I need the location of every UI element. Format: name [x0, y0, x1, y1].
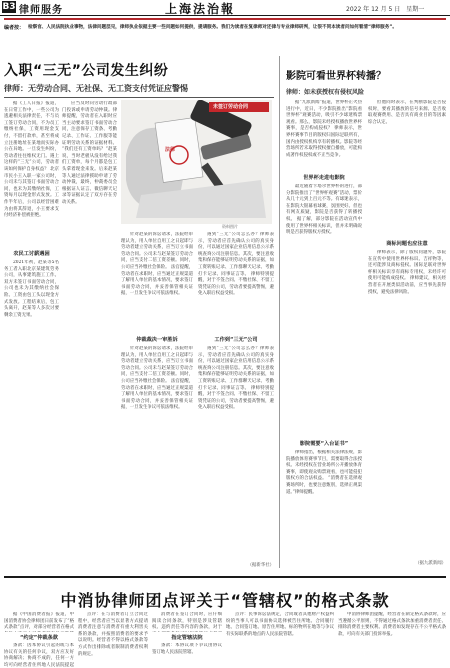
article3-col1: 据《中国消费者报》报道，中国消费者协会律师团日前发布了“格式条款”点评，对部分经营者在格式 — [4, 612, 74, 631]
editor-note-label: 编者按： — [4, 25, 25, 31]
article3-subhead-2: 指定管辖法院 — [171, 635, 203, 641]
article3-col5: 中消协律师团提醒，经营者在制定格式条款时，应当遵循公平原则，不得通过格式条款加重消费者责任、排除消费者主要权利。消费者如发现存在不公平格式条款，可向有关部门投诉举报。 — [338, 612, 446, 637]
newspaper-name: 上海法治報 — [165, 2, 236, 16]
article-illustration — [121, 100, 272, 224]
article1-col3b: 遇到“三无”公司怎么办？律师表示，劳动者应首先确认公司的真实身份，可以通过国家企业信用信息公示系统查询公司注册信息。其次，要注意收集和保存能够证明劳动关系的证据，如工资转账记录、工作群聊天记录、考勤打卡记录、同事证言等。 律师特别提醒，对于不签合同、不缴社保、不留工资凭证的公司，劳动者要提高警惕，避免入职后权益受损。 — [198, 232, 274, 297]
article3-col1b: 条款：因本协议引起的或与本协议有关的任何争议，双方应友好协商解决；协商不成的，任何一方均可向经营者住所地人民法院提起 — [4, 643, 74, 667]
article1-author: （据新华社） — [247, 563, 274, 568]
illustration-label-left: 法律 — [165, 147, 176, 153]
article2-col5: 律师表示，除了版权问题外，影院在宣传中使用世界杯标识、吉祥物等，还可能涉及商标侵权。国际足联对世界杯相关标识享有商标专用权，未经许可使用可能构成侵权。 律师建议，相关经营者在开展类似活动前，应当事先获得授权，避免法律风险。 — [368, 250, 446, 295]
section-title: 律师服务 — [19, 5, 63, 16]
article3-col4: 点评：民事诉讼法规定，合同或者其他财产权益纠纷的当事人可以书面协议选择被告住所地、合同履行地、合同签订地、原告住所地、标的物所在地等与争议有实际联系的地点的人民法院管辖。 — [226, 612, 334, 637]
article2-subhead-3: 商标问题也应注意 — [386, 241, 428, 247]
gavel-illustration — [121, 100, 272, 224]
section-separator — [4, 576, 446, 578]
article2-col3: 律师指出，根据相关法律法规，影院播放体育赛事节目，需要取得合法授权。未经授权在营业场所公开播放体育赛事，即使观众购票观看，也可能侵犯版权方的合法权益。 “消费者在选择观赛场所时，也要注意甄别，选择正规渠道。”律师提醒。 — [286, 450, 362, 495]
illustration-label-right: 未签订劳动合同 — [213, 104, 249, 110]
article1-title: 入职“三无”公司发生纠纷 — [4, 63, 169, 79]
article2-col1: 据“九派新闻”报道，世界杯正火热进行中，近日，不少影院推出“影院看世界杯”观赛活动，吸引不少球迷购票观看。那么，影院未经授权播放世界杯赛事，是否构成侵权？ 律师表示，世界杯赛事节目的版权归国际足联所有，国内由授权机构享有转播权。影院等经营场所若未取得授权擅自播放，可能构成著作权侵权或不正当竞争。 — [286, 100, 362, 158]
photo-caption: 资料图片 — [222, 224, 238, 229]
column-separator — [279, 56, 280, 568]
article1-subhead-1: 农民工讨薪遇困 — [13, 251, 50, 257]
editor-note-text: 检察官、人民法院执业事物，法律问题层见，律师执业依据主要一些问题如何提供，提请服务。我们为读者在复律师对还律与专业律师研判，让很不同本读者问如何看清“律师服务”。 — [28, 25, 397, 30]
article1-col1: 据《工人日报》报道，在日常工作中，一些公司为逃避相关法律责任，不与员工签订劳动合同，不为员工缴纳社保，工资用现金支付，不留打款单，甚至将成立注册地址在某地而实际办公在异地。一旦发生纠纷，劳动者往往维权无门。遇上这样的“三无”公司，劳动者该如何保护自身权益？ 北京市民小王入职一家公司时，公司未与其签订书面劳动合同，也未为其缴纳社保，工资每月以现金形式发放。工作半年后，公司以经营困难为由将其辞退，小王要求支付经济补偿被拒绝。 — [4, 101, 59, 219]
article1-subhead-3: 工作到“三无”公司 — [214, 337, 258, 343]
article2-title: 影院可看世界杯转播？ — [286, 71, 386, 82]
article3-subhead-1: “约定”仲裁条款 — [20, 635, 58, 641]
article1-col5: 遇到“三无”公司怎么办？律师表示，劳动者应首先确认公司的真实身份，可以通过国家企业信用信息公示系统查询公司注册信息。其次，要注意收集和保存能够证明劳动关系的证据，如工资转账记录、工作群聊天记录、考勤打卡记录、同事证言等。 律师特别提醒，对于不签合同、不缴社保、不留工资凭证的公司，劳动者要提高警惕，避免入职后权益受损。 — [198, 346, 274, 411]
article2-col2: 最近随着卡塔尔世界杯的进行，部分影院推出了“世界杯观赛”活动，票价从几十元到上百元不等。有球迷表示，在影院大银幕看球赛，氛围更好。但也有网友质疑，影院是否获得了转播授权。 据了解，部分影院在活动宣传中使用了世界杯相关标识，但并未明确说明是否获得版权方授权。 — [286, 184, 362, 236]
article1-subtitle: 律师：无劳动合同、无社保、无工资支付凭证应警惕 — [4, 84, 188, 93]
header-rule — [4, 18, 446, 20]
article1-subhead-2: 仲裁裁决一审胜诉 — [136, 337, 178, 343]
article1-col4: 针对赵某的诉讼请求，法院经审理认为，用人单位自用工之日起即与劳动者建立劳动关系，应当订立书面劳动合同。公司未与赵某签订劳动合同，应当支付二倍工资差额。同时，公司应当补缴社会保险。 法官提醒，劳动者在求职时，应当通过正规渠道了解用人单位的基本情况，要求签订书面劳动合同，并妥善保管相关证据，一旦发生争议可依法维权。 — [121, 346, 193, 411]
issue-date: 2022 年 12 月 5 日 星期一 — [346, 6, 425, 13]
article2-col4: 但他同时表示，在判断影院是否侵权时，要看其播放的信号来源、是否收取观赛费用、是否具有商业目的等因素综合认定。 — [368, 100, 446, 125]
article1-col3: 针对赵某的诉讼请求，法院经审理认为，用人单位自用工之日起即与劳动者建立劳动关系，应当订立书面劳动合同。公司未与赵某签订劳动合同，应当支付二倍工资差额。同时，公司应当补缴社会保险。 法官提醒，劳动者在求职时，应当通过正规渠道了解用人单位的基本情况，要求签订书面劳动合同，并妥善保管相关证据，一旦发生争议可依法维权。 — [121, 232, 193, 297]
article1-col2: 应当及时向劳动行政部门投诉或申请劳动仲裁。律师提醒，劳动者在入职时应当主动要求签订书面劳动合同，注意保存工资条、考勤记录、工作证、工作服等能证明劳动关系的证据材料。 “我们还有工资单吗？”赵某说，当时老板从没有给过我们工资单，每个月都是包工头拿着现金来发。后来赵某等人通过法律援助申请了劳动仲裁，最终，仲裁委员会根据证人证言、微信聊天记录等证据认定了双方存在劳动关系。 — [62, 101, 117, 205]
article3-col3b: 条款：本协议项下争议由协议签订地人民法院管辖。 — [152, 643, 222, 655]
article1-rule — [4, 97, 274, 98]
article3-col2: 点评：在与消费者订立合同过程中，经营者应当以显著方式提请消费者注意与消费者有重大利害关系的条款，并按照消费者的要求予以说明。经营者不得以格式条款等方式作出排除或者限制消费者权利的规定。 — [78, 612, 148, 657]
article3-title: 中消协律师团点评关于“管辖权”的格式条款 — [60, 591, 390, 610]
article3-col3: 消费者在签订合同时，应仔细阅读合同条款，特别是涉及管辖权、违约责任等内容的条款，对于 — [152, 612, 222, 631]
article2-author: （据九派新闻） — [415, 561, 446, 566]
page-number: B3 — [2, 2, 16, 12]
article2-subtitle: 律师：如未获授权有侵权风险 — [286, 89, 365, 96]
article2-subhead-1: 世界杯走进电影院 — [303, 175, 345, 181]
article2-subhead-2: 影院需要“入台证书” — [299, 441, 349, 447]
article1-col1b: 2021年初，赵某等5名务工者入职北京某建筑劳务公司，从事建筑施工工作。双方未签订书面劳动合同，公司也未为其缴纳社会保险。工资由包工头以现金方式发放。工程结束后，包工头离开，赵某等人多次讨要剩余工资无果。 — [4, 260, 59, 318]
